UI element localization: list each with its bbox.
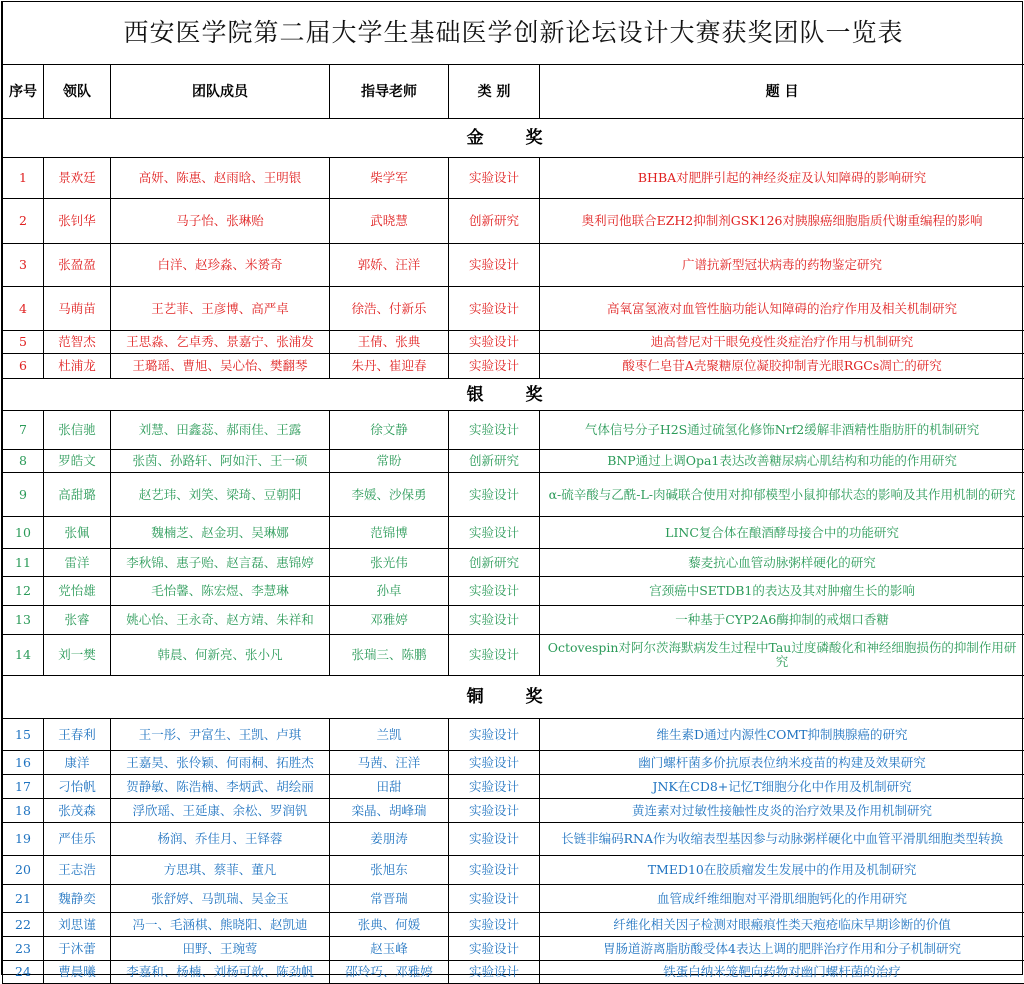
cell-leader: 魏静奕 — [44, 885, 111, 913]
cell-category: 实验设计 — [449, 331, 540, 354]
cell-no: 19 — [3, 823, 44, 856]
cell-advisor: 孙卓 — [330, 577, 449, 606]
cell-members: 魏楠芝、赵金玥、吴琳娜 — [111, 517, 330, 549]
cell-topic: 酸枣仁皂苷A壳聚糖原位凝胶抑制青光眼RGCs凋亡的研究 — [540, 354, 1024, 379]
cell-category: 实验设计 — [449, 961, 540, 984]
cell-no: 15 — [3, 719, 44, 751]
cell-no: 12 — [3, 577, 44, 606]
cell-leader: 马萌苗 — [44, 287, 111, 331]
cell-no: 10 — [3, 517, 44, 549]
cell-leader: 刘一樊 — [44, 635, 111, 676]
cell-members: 贺静敏、陈浩楠、李炳武、胡绘丽 — [111, 775, 330, 799]
table-row — [3, 158, 1024, 199]
cell-topic: 铁蛋白纳米笼靶向药物对幽门螺杆菌的治疗 — [540, 961, 1024, 984]
cell-leader: 刁怡帆 — [44, 775, 111, 799]
cell-advisor: 邓雅婷 — [330, 606, 449, 635]
table-row — [3, 961, 1024, 984]
table-row — [3, 799, 1024, 823]
cell-category: 实验设计 — [449, 517, 540, 549]
cell-no: 17 — [3, 775, 44, 799]
cell-topic: 维生素D通过内源性COMT抑制胰腺癌的研究 — [540, 719, 1024, 751]
cell-members: 姚心怡、王永奇、赵方靖、朱祥和 — [111, 606, 330, 635]
cell-members: 冯一、毛涵棋、熊晓阳、赵凯迪 — [111, 913, 330, 937]
cell-members: 高妍、陈惠、赵雨晗、王明银 — [111, 158, 330, 199]
cell-no: 21 — [3, 885, 44, 913]
page-title: 西安医学院第二届大学生基础医学创新论坛设计大赛获奖团队一览表 — [3, 2, 1024, 65]
table-row — [3, 606, 1024, 635]
cell-category: 实验设计 — [449, 354, 540, 379]
cell-category: 实验设计 — [449, 799, 540, 823]
cell-leader: 范智杰 — [44, 331, 111, 354]
table-row — [3, 199, 1024, 244]
cell-no: 1 — [3, 158, 44, 199]
cell-advisor: 张典、何媛 — [330, 913, 449, 937]
award-table — [2, 2, 1024, 984]
cell-topic: α-硫辛酸与乙酰-L-肉碱联合使用对抑郁模型小鼠抑郁状态的影响及其作用机制的研究 — [540, 473, 1024, 517]
cell-members: 田野、王琬莺 — [111, 937, 330, 961]
table-row — [3, 354, 1024, 379]
cell-no: 13 — [3, 606, 44, 635]
cell-topic: 气体信号分子H2S通过硫氢化修饰Nrf2缓解非酒精性脂肪肝的机制研究 — [540, 411, 1024, 450]
table-row — [3, 913, 1024, 937]
cell-category: 实验设计 — [449, 719, 540, 751]
cell-members: 毛怡馨、陈宏煜、李慧琳 — [111, 577, 330, 606]
cell-members: 张茵、孙路轩、阿如汗、王一硕 — [111, 450, 330, 473]
cell-topic: 长链非编码RNA作为收缩表型基因参与动脉粥样硬化中血管平滑肌细胞类型转换 — [540, 823, 1024, 856]
cell-advisor: 邵玲巧、邓雅婷 — [330, 961, 449, 984]
cell-members: 王嘉昊、张伶颖、何雨桐、拓胜杰 — [111, 751, 330, 775]
cell-no: 20 — [3, 856, 44, 885]
cell-no: 5 — [3, 331, 44, 354]
cell-leader: 刘思谨 — [44, 913, 111, 937]
table-row — [3, 751, 1024, 775]
table-row — [3, 473, 1024, 517]
cell-topic: 纤维化相关因子检测对眼瘢痕性类天疱疮临床早期诊断的价值 — [540, 913, 1024, 937]
section-row-silver — [3, 379, 1024, 411]
cell-leader: 雷洋 — [44, 549, 111, 577]
cell-advisor: 武晓慧 — [330, 199, 449, 244]
award-table-sheet — [1, 1, 1023, 975]
table-row — [3, 856, 1024, 885]
cell-category: 实验设计 — [449, 577, 540, 606]
cell-advisor: 范锦博 — [330, 517, 449, 549]
cell-topic: 血管成纤维细胞对平滑肌细胞钙化的作用研究 — [540, 885, 1024, 913]
cell-members: 李秋锦、惠子贻、赵言磊、惠锦婷 — [111, 549, 330, 577]
cell-members: 杨润、乔佳月、王铎蓉 — [111, 823, 330, 856]
cell-advisor: 李媛、沙保勇 — [330, 473, 449, 517]
cell-leader: 高甜璐 — [44, 473, 111, 517]
cell-members: 刘慧、田鑫蕊、郝雨佳、王露 — [111, 411, 330, 450]
cell-advisor: 赵玉峰 — [330, 937, 449, 961]
cell-members: 韩晨、何新亮、张小凡 — [111, 635, 330, 676]
cell-no: 4 — [3, 287, 44, 331]
table-row — [3, 577, 1024, 606]
header-no: 序号 — [3, 65, 44, 119]
cell-leader: 党怡雄 — [44, 577, 111, 606]
header-topic: 题 目 — [540, 65, 1024, 119]
cell-category: 实验设计 — [449, 937, 540, 961]
cell-category: 实验设计 — [449, 473, 540, 517]
cell-no: 16 — [3, 751, 44, 775]
cell-advisor: 栾晶、胡峰瑞 — [330, 799, 449, 823]
cell-advisor: 田甜 — [330, 775, 449, 799]
cell-advisor: 兰凯 — [330, 719, 449, 751]
cell-topic: 广谱抗新型冠状病毒的药物鉴定研究 — [540, 244, 1024, 287]
cell-advisor: 郭娇、汪洋 — [330, 244, 449, 287]
header-leader: 领队 — [44, 65, 111, 119]
cell-category: 实验设计 — [449, 751, 540, 775]
table-row — [3, 450, 1024, 473]
cell-advisor: 柴学军 — [330, 158, 449, 199]
cell-advisor: 徐文静 — [330, 411, 449, 450]
table-row — [3, 244, 1024, 287]
cell-no: 9 — [3, 473, 44, 517]
table-row — [3, 331, 1024, 354]
cell-advisor: 张旭东 — [330, 856, 449, 885]
section-heading: 银 奖 — [3, 379, 1024, 411]
cell-category: 实验设计 — [449, 856, 540, 885]
cell-leader: 杜浦龙 — [44, 354, 111, 379]
section-heading: 金 奖 — [3, 119, 1024, 158]
cell-advisor: 王倩、张典 — [330, 331, 449, 354]
cell-leader: 王志浩 — [44, 856, 111, 885]
header-category: 类 别 — [449, 65, 540, 119]
cell-leader: 于沐蕾 — [44, 937, 111, 961]
table-row — [3, 411, 1024, 450]
cell-leader: 罗皓文 — [44, 450, 111, 473]
cell-topic: 高氧富氢液对血管性脑功能认知障碍的治疗作用及相关机制研究 — [540, 287, 1024, 331]
cell-leader: 曹晨曦 — [44, 961, 111, 984]
cell-no: 18 — [3, 799, 44, 823]
cell-no: 8 — [3, 450, 44, 473]
table-row — [3, 885, 1024, 913]
table-row — [3, 775, 1024, 799]
cell-category: 实验设计 — [449, 606, 540, 635]
cell-topic: 一种基于CYP2A6酶抑制的戒烟口香糖 — [540, 606, 1024, 635]
cell-advisor: 张瑞三、陈鹏 — [330, 635, 449, 676]
cell-category: 实验设计 — [449, 411, 540, 450]
cell-leader: 景欢廷 — [44, 158, 111, 199]
cell-topic: LINC复合体在酿酒酵母接合中的功能研究 — [540, 517, 1024, 549]
cell-category: 实验设计 — [449, 913, 540, 937]
table-row — [3, 549, 1024, 577]
cell-advisor: 常盼 — [330, 450, 449, 473]
cell-members: 张舒婷、马凯瑞、吴金玉 — [111, 885, 330, 913]
cell-members: 马子怡、张琳贻 — [111, 199, 330, 244]
cell-category: 创新研究 — [449, 549, 540, 577]
cell-topic: BHBA对肥胖引起的神经炎症及认知障碍的影响研究 — [540, 158, 1024, 199]
cell-members: 王艺菲、王彦博、高严卓 — [111, 287, 330, 331]
table-row — [3, 287, 1024, 331]
cell-category: 创新研究 — [449, 199, 540, 244]
cell-leader: 王春利 — [44, 719, 111, 751]
cell-advisor: 朱丹、崔迎春 — [330, 354, 449, 379]
cell-category: 实验设计 — [449, 158, 540, 199]
cell-advisor: 张光伟 — [330, 549, 449, 577]
cell-leader: 张佩 — [44, 517, 111, 549]
cell-no: 23 — [3, 937, 44, 961]
cell-leader: 张钊华 — [44, 199, 111, 244]
cell-leader: 张睿 — [44, 606, 111, 635]
cell-category: 实验设计 — [449, 244, 540, 287]
cell-advisor: 马茜、汪洋 — [330, 751, 449, 775]
cell-no: 14 — [3, 635, 44, 676]
cell-topic: JNK在CD8+记忆T细胞分化中作用及机制研究 — [540, 775, 1024, 799]
cell-topic: 幽门螺杆菌多价抗原表位纳米疫苗的构建及效果研究 — [540, 751, 1024, 775]
table-row — [3, 719, 1024, 751]
cell-leader: 张盈盈 — [44, 244, 111, 287]
table-row — [3, 517, 1024, 549]
section-heading: 铜 奖 — [3, 676, 1024, 719]
cell-category: 实验设计 — [449, 287, 540, 331]
cell-advisor: 常晋瑞 — [330, 885, 449, 913]
cell-category: 实验设计 — [449, 823, 540, 856]
cell-members: 方思琪、蔡菲、董凡 — [111, 856, 330, 885]
cell-leader: 张茂森 — [44, 799, 111, 823]
cell-topic: 黄连素对过敏性接触性皮炎的治疗效果及作用机制研究 — [540, 799, 1024, 823]
cell-leader: 张信驰 — [44, 411, 111, 450]
cell-topic: BNP通过上调Opa1表达改善糖尿病心肌结构和功能的作用研究 — [540, 450, 1024, 473]
cell-advisor: 姜朋涛 — [330, 823, 449, 856]
cell-category: 实验设计 — [449, 775, 540, 799]
cell-leader: 严佳乐 — [44, 823, 111, 856]
cell-members: 白洋、赵珍淼、米赟奇 — [111, 244, 330, 287]
header-members: 团队成员 — [111, 65, 330, 119]
cell-topic: Octovespin对阿尔茨海默病发生过程中Tau过度磷酸化和神经细胞损伤的抑制作用研究 — [540, 635, 1024, 676]
cell-topic: 胃肠道游离脂肪酸受体4表达上调的肥胖治疗作用和分子机制研究 — [540, 937, 1024, 961]
cell-topic: 藜麦抗心血管动脉粥样硬化的研究 — [540, 549, 1024, 577]
cell-members: 浮欣瑶、王延康、余松、罗润钒 — [111, 799, 330, 823]
cell-category: 实验设计 — [449, 885, 540, 913]
cell-no: 22 — [3, 913, 44, 937]
header-row — [3, 65, 1024, 119]
cell-members: 王一彤、尹富生、王凯、卢琪 — [111, 719, 330, 751]
cell-no: 3 — [3, 244, 44, 287]
cell-category: 实验设计 — [449, 635, 540, 676]
table-row — [3, 937, 1024, 961]
cell-no: 6 — [3, 354, 44, 379]
table-row — [3, 823, 1024, 856]
cell-topic: TMED10在胶质瘤发生发展中的作用及机制研究 — [540, 856, 1024, 885]
section-row-bronze — [3, 676, 1024, 719]
cell-members: 赵艺玮、刘笑、梁琦、豆朝阳 — [111, 473, 330, 517]
cell-topic: 宫颈癌中SETDB1的表达及其对肿瘤生长的影响 — [540, 577, 1024, 606]
cell-no: 11 — [3, 549, 44, 577]
cell-members: 王璐瑶、曹旭、吴心怡、樊翻琴 — [111, 354, 330, 379]
cell-no: 24 — [3, 961, 44, 984]
section-row-gold — [3, 119, 1024, 158]
cell-topic: 迪高替尼对干眼免疫性炎症治疗作用与机制研究 — [540, 331, 1024, 354]
cell-no: 2 — [3, 199, 44, 244]
cell-category: 创新研究 — [449, 450, 540, 473]
cell-members: 李嘉和、杨楠、刘杨可歆、陈劲帆 — [111, 961, 330, 984]
cell-topic: 奥利司他联合EZH2抑制剂GSK126对胰腺癌细胞脂质代谢重编程的影响 — [540, 199, 1024, 244]
cell-members: 王思淼、乞卓秀、景嘉宁、张浦发 — [111, 331, 330, 354]
cell-no: 7 — [3, 411, 44, 450]
header-advisor: 指导老师 — [330, 65, 449, 119]
cell-advisor: 徐浩、付新乐 — [330, 287, 449, 331]
table-row — [3, 635, 1024, 676]
cell-leader: 康洋 — [44, 751, 111, 775]
